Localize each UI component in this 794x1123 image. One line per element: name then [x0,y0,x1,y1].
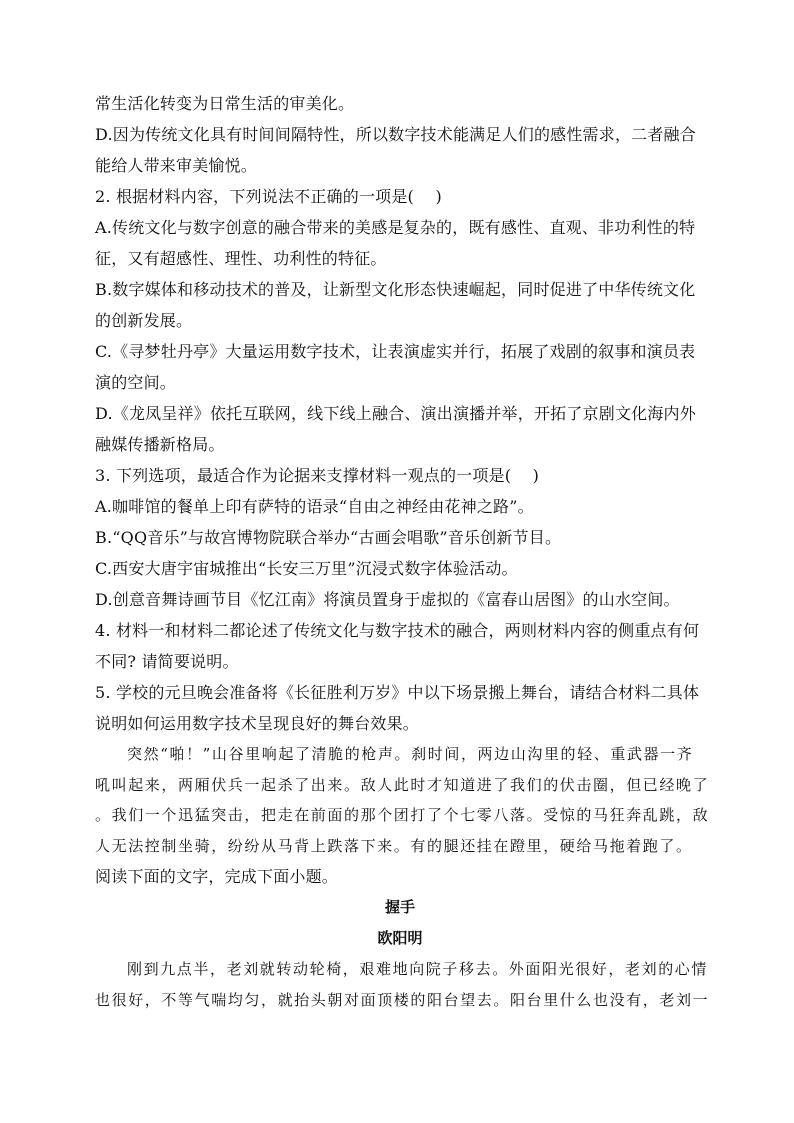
story-title: 握手 [384,898,415,916]
text-line: 演的空间。 [95,373,177,392]
story-line: 也很好，不等气喘均匀，就抬头朝对面顶楼的阳台望去。阳台里什么也没有，老刘一 [95,990,710,1009]
text-line: 的创新发展。 [95,311,193,330]
story-author: 欧阳明 [377,929,423,947]
reading-instruction: 阅读下面的文字，完成下面小题。 [95,867,339,886]
option-a-line: A.传统文化与数字创意的融合带来的美感是复杂的，既有感性、直观、非功利性的特 [95,218,696,237]
excerpt-line: 突然“啪！”山谷里响起了清脆的枪声。刹时间，两边山沟里的轻、重武器一齐 [127,745,694,763]
text-line: 常生活化转变为日常生活的审美化。 [95,94,355,113]
question-3: 3. 下列选项，最适合作为论据来支撑材料一观点的一项是( ) [95,466,540,485]
option-c-line: C.西安大唐宇宙城推出“长安三万里”沉浸式数字体验活动。 [95,559,518,578]
question-2: 2. 根据材料内容，下列说法不正确的一项是( ) [95,187,442,206]
question-5: 5. 学校的元旦晚会准备将《长征胜利万岁》中以下场景搬上舞台，请结合材料二具体 [95,683,700,702]
text-line: 征，又有超感性、理性、功利性的特征。 [95,249,387,268]
option-d-line: D.《龙凤呈祥》依托互联网，线下线上融合、演出演播并举，开拓了京剧文化海内外 [95,404,696,423]
excerpt-line: 人无法控制坐骑，纷纷从马背上跌落下来。有的腿还挂在蹬里，硬给马拖着跑了。 [95,836,693,855]
story-line: 刚到九点半，老刘就转动轮椅，艰难地向院子移去。外面阳光很好，老刘的心情 [127,960,709,978]
text-line: 能给人带来审美愉悦。 [95,156,258,175]
option-d-line: D.因为传统文化具有时间间隔特性，所以数字技术能满足人们的感性需求，二者融合 [95,125,696,144]
option-c-line: C.《寻梦牡丹亭》大量运用数字技术，让表演虚实并行，拓展了戏剧的叙事和演员表 [95,342,696,361]
text-line: 不同? 请简要说明。 [95,652,239,671]
excerpt-line: 。我们一个迅猛突击，把走在前面的那个团打了个七零八落。受惊的马狂奔乱跳，敌 [95,806,710,824]
option-b-line: B.“QQ音乐”与故宫博物院联合举办“古画会唱歌”音乐创新节目。 [95,528,562,547]
option-b-line: B.数字媒体和移动技术的普及，让新型文化形态快速崛起，同时促进了中华传统文化 [95,280,696,299]
document-page [95,88,710,1015]
text-line: 说明如何运用数字技术呈现良好的舞台效果。 [95,714,420,733]
text-line: 融媒传播新格局。 [95,435,225,454]
option-d-line: D.创意音舞诗画节目《忆江南》将演员置身于虚拟的《富春山居图》的山水空间。 [95,590,680,609]
option-a-line: A.咖啡馆的餐单上印有萨特的语录“自由之神经由花神之路”。 [95,497,534,516]
excerpt-line: 吼叫起来，两厢伏兵一起杀了出来。敌人此时才知道进了我们的伏击圈，但已经晚了 [95,775,710,794]
question-4: 4. 材料一和材料二都论述了传统文化与数字技术的融合，两则材料内容的侧重点有何 [95,621,700,640]
